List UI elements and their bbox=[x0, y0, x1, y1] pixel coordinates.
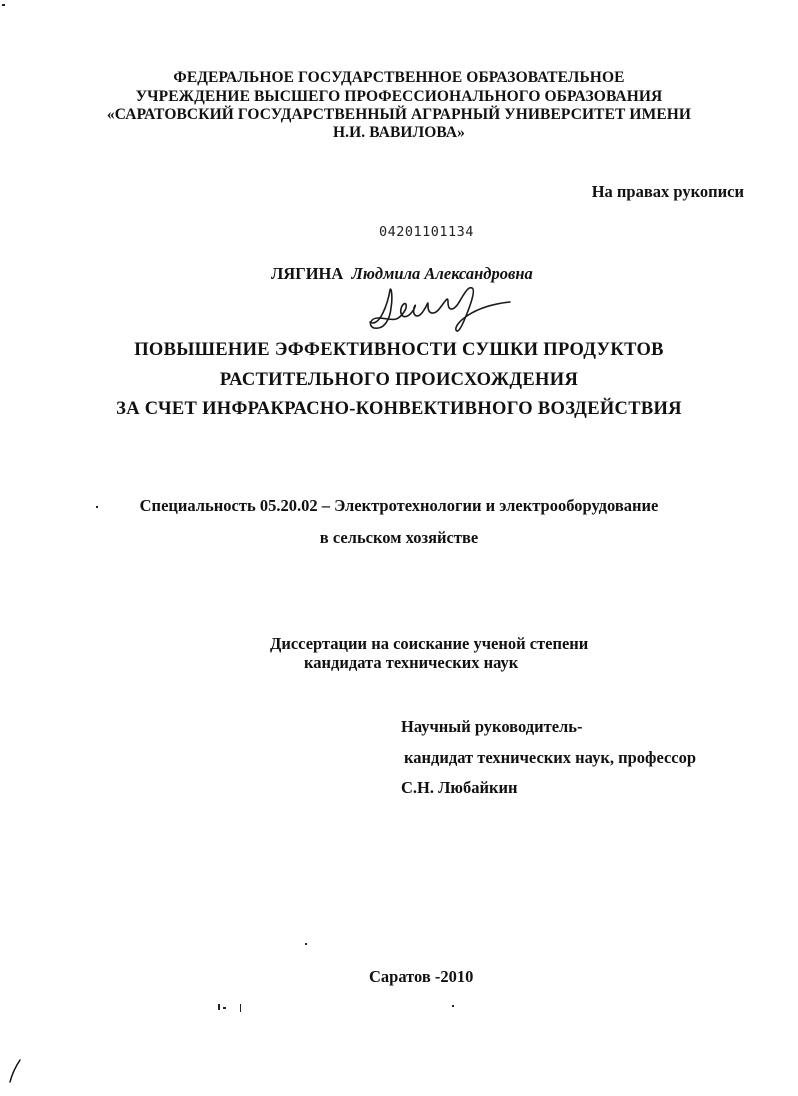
institution-line-2: УЧРЕЖДЕНИЕ ВЫСШЕГО ПРОФЕССИОНАЛЬНОГО ОБРАЗОВАНИЯ bbox=[135, 88, 663, 105]
library-code: 04201101134 bbox=[379, 224, 474, 240]
institution-line-3: «САРАТОВСКИЙ ГОСУДАРСТВЕННЫЙ АГРАРНЫЙ УНИВЕРСИТЕТ ИМЕНИ bbox=[106, 106, 692, 123]
specialty-line-2: в сельском хозяйстве bbox=[319, 528, 479, 547]
dissertation-line-2: кандидата технических наук bbox=[304, 653, 519, 672]
supervisor-label: Научный руководитель- bbox=[401, 717, 583, 736]
specialty-line-1: Специальность 05.20.02 – Электротехнологии и электрооборудование bbox=[139, 496, 659, 515]
supervisor-degree: кандидат технических наук, профессор bbox=[404, 748, 697, 767]
supervisor-name: С.Н. Любайкин bbox=[401, 778, 518, 797]
manuscript-note: На правах рукописи bbox=[591, 182, 744, 201]
author-signature bbox=[360, 282, 520, 338]
title-line-1: ПОВЫШЕНИЕ ЭФФЕКТИВНОСТИ СУШКИ ПРОДУКТОВ bbox=[134, 340, 664, 360]
institution-line-4: Н.И. ВАВИЛОВА» bbox=[333, 124, 465, 141]
scan-speck bbox=[452, 1005, 454, 1007]
author-surname: ЛЯГИНА bbox=[271, 264, 344, 283]
place-year: Саратов -2010 bbox=[369, 967, 474, 986]
author-name bbox=[271, 264, 533, 284]
scan-speck bbox=[218, 1004, 220, 1010]
author-given-names: Людмила Александровна bbox=[351, 264, 533, 283]
scan-mark bbox=[8, 1058, 22, 1084]
title-line-3: ЗА СЧЕТ ИНФРАКРАСНО-КОНВЕКТИВНОГО ВОЗДЕЙСТВИЯ bbox=[116, 399, 682, 419]
scan-speck bbox=[96, 506, 98, 508]
scan-speck bbox=[223, 1007, 226, 1009]
scan-speck bbox=[305, 943, 307, 945]
dissertation-line-1: Диссертации на соискание ученой степени bbox=[270, 634, 589, 653]
title-line-2: РАСТИТЕЛЬНОГО ПРОИСХОЖДЕНИЯ bbox=[219, 370, 579, 390]
scan-speck bbox=[2, 4, 5, 6]
institution-line-1: ФЕДЕРАЛЬНОЕ ГОСУДАРСТВЕННОЕ ОБРАЗОВАТЕЛЬНОЕ bbox=[173, 69, 625, 86]
scan-speck bbox=[240, 1004, 241, 1012]
